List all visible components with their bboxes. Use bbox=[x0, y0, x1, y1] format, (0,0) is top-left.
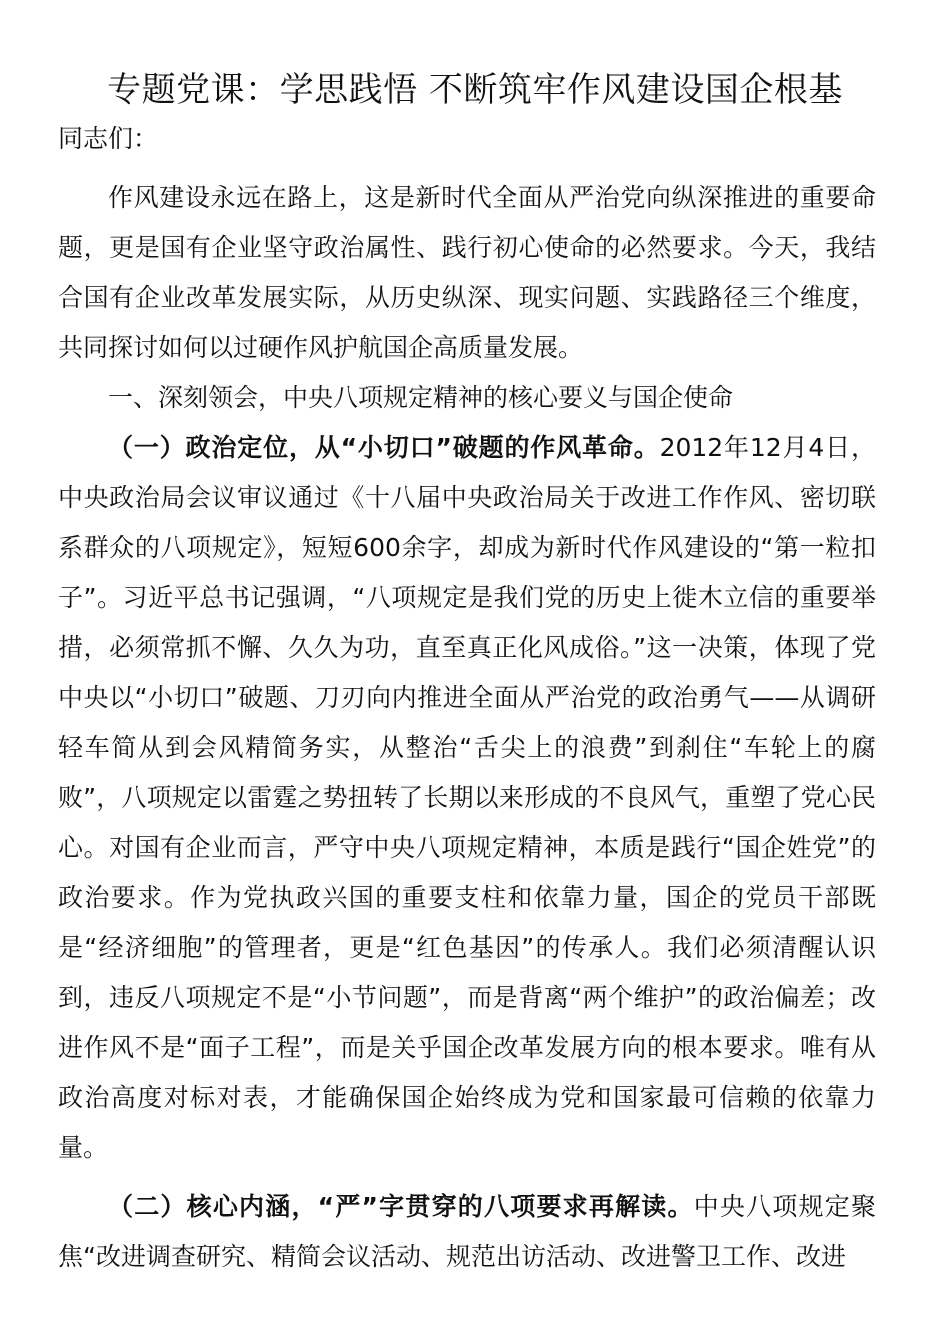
section-heading-1: 一、深刻领会，中央八项规定精神的核心要义与国企使命 bbox=[108, 383, 734, 412]
intro-paragraph: 作风建设永远在路上，这是新时代全面从严治党向纵深推进的重要命题，更是国有企业坚守政治属性、践行初心使命的必然要求。今天，我结合国有企业改革发展实际，从历史纵深、现实问题、实践路径三个维度，共同探讨如何以过硬作风护航国企高质量发展。 bbox=[58, 183, 876, 362]
document-body bbox=[58, 114, 876, 1282]
subsection-2-paragraph bbox=[58, 1182, 876, 1282]
subsection-2-body: 中央八项规定聚焦“改进调查研究、精简会议活动、规范出访活动、改进警卫工作、改进 bbox=[58, 1192, 876, 1271]
subsection-1-paragraph bbox=[58, 423, 876, 1173]
greeting: 同志们： bbox=[58, 124, 159, 153]
subsection-1-body: 2012年12月4日，中央政治局会议审议通过《十八届中央政治局关于改进工作作风、密切联系群众的八项规定》，短短600余字，却成为新时代作风建设的“第一粒扣子”。习近平总书记强调，“八项规定是我们党的历史上徙木立信的重要举措，必须常抓不懈、久久为功，直至真正化风成俗。”这一决策，体现了党中央以“小切口”破题、刀刃向内推进全面从严治党的政治勇气——从调研轻车简从到会风精简务实，从整治“舌尖上的浪费”到刹住“车轮上的腐败”，八项规定以雷霆之势扭转了长期以来形成的不良风气，重塑了党心民心。对国有企业而言，严守中央八项规定精神，本质是践行“国企姓党”的政治要求。作为党执政兴国的重要支柱和依靠力量，国企的党员干部既是“经济细胞”的管理者，更是“红色基因”的传承人。我们必须清醒认识到，违反八项规定不是“小节问题”，而是背离“两个维护”的政治偏差；改进作风不是“面子工程”，而是关乎国企改革发展方向的根本要求。唯有从政治高度对标对表，才能确保国企始终成为党和国家最可信赖的依靠力量。 bbox=[58, 433, 876, 1162]
subsection-1-lead: （一）政治定位，从“小切口”破题的作风革命。 bbox=[108, 433, 660, 462]
subsection-2-lead: （二）核心内涵，“严”字贯穿的八项要求再解读。 bbox=[108, 1192, 694, 1221]
document-title: 专题党课：学思践悟 不断筑牢作风建设国企根基 bbox=[107, 70, 843, 110]
